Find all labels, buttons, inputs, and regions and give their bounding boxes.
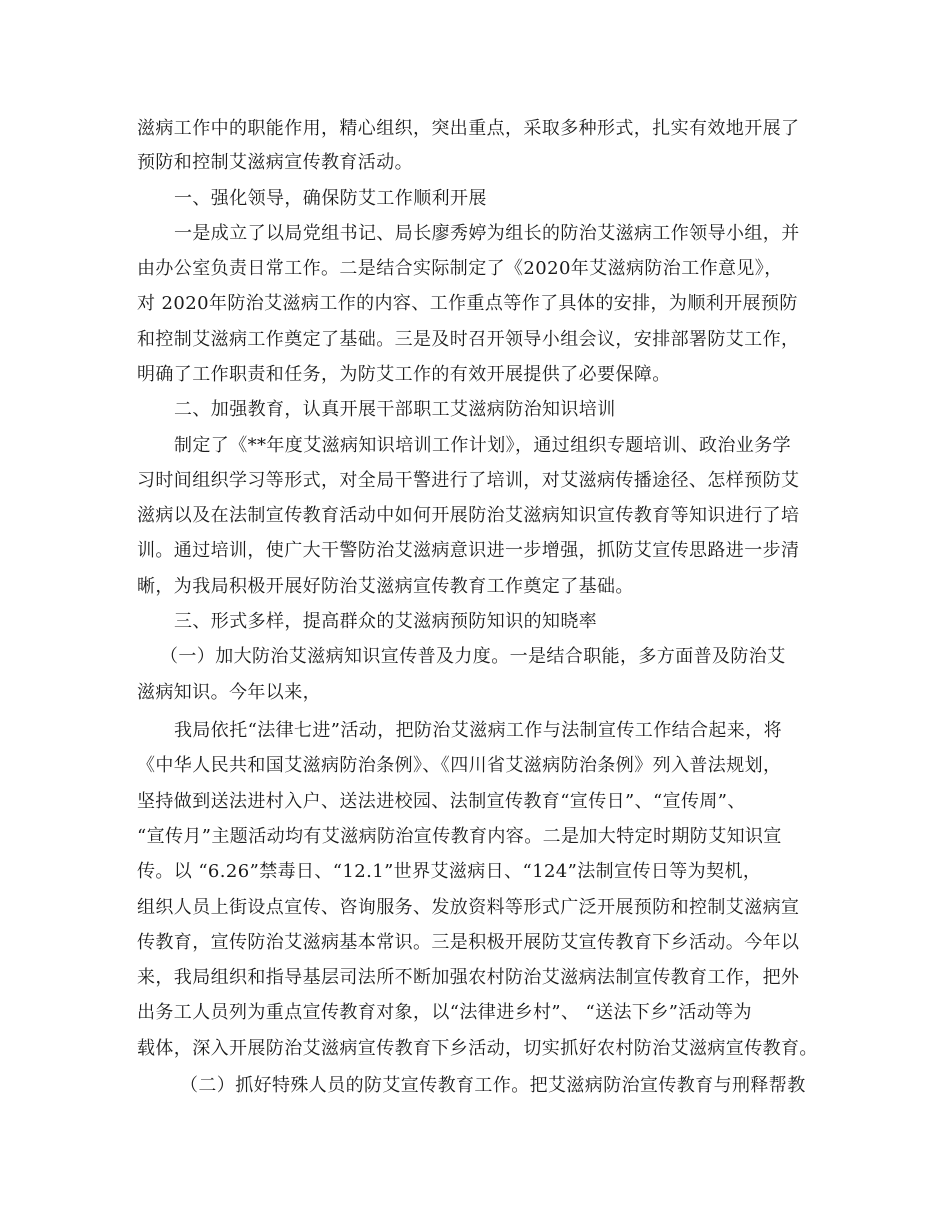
body-text-line: 滋病工作中的职能作用，精心组织，突出重点，采取多种形式，扎实有效地开展了 (137, 118, 800, 139)
body-text-line: 出务工人员列为重点宣传教育对象，以“法律进乡村”、 “送法下乡”活动等为 (137, 1002, 752, 1023)
body-text-line: 和控制艾滋病工作奠定了基础。三是及时召开领导小组会议，安排部署防艾工作， (137, 329, 800, 350)
body-text-line: 明确了工作职责和任务，为防艾工作的有效开展提供了必要保障。 (137, 364, 671, 385)
body-text-line: “宣传月”主题活动均有艾滋病防治宣传教育内容。二是加大特定时期防艾知识宣 (137, 826, 782, 847)
section-heading: 一、强化领导，确保防艾工作顺利开展 (174, 188, 487, 209)
body-text-line: 传教育，宣传防治艾滋病基本常识。三是积极开展防艾宣传教育下乡活动。今年以 (137, 932, 800, 953)
body-text-line: 制定了《**年度艾滋病知识培训工作计划》，通过组织专题培训、政治业务学 (174, 435, 791, 456)
body-text-line: 我局依托“法律七进”活动，把防治艾滋病工作与法制宣传工作结合起来，将 (174, 720, 783, 741)
body-text-line: 预防和控制艾滋病宣传教育活动。 (137, 152, 413, 173)
body-text-line: 晰，为我局积极开展好防治艾滋病宣传教育工作奠定了基础。 (137, 576, 634, 597)
body-text-line: 组织人员上街设点宣传、咨询服务、发放资料等形式广泛开展预防和控制艾滋病宣 (137, 897, 800, 918)
body-text-line: 由办公室负责日常工作。二是结合实际制定了《2020年艾滋病防治工作意见》， (137, 258, 783, 279)
body-text-line: 传。以 “6.26”禁毒日、“12.1”世界艾滋病日、“124”法制宣传日等为契机， (137, 861, 762, 882)
body-text-line: 对 2020年防治艾滋病工作的内容、工作重点等作了具体的安排，为顺利开展预防 (137, 293, 798, 314)
body-text-line: 一是成立了以局党组书记、局长廖秀婷为组长的防治艾滋病工作领导小组，并 (174, 223, 800, 244)
body-text-line: （一）加大防治艾滋病知识宣传普及力度。一是结合职能，多方面普及防治艾 (160, 646, 786, 667)
section-heading: 二、加强教育，认真开展干部职工艾滋病防治知识培训 (174, 399, 616, 420)
body-text-line: 习时间组织学习等形式，对全局干警进行了培训，对艾滋病传播途径、怎样预防艾 (137, 470, 800, 491)
body-text-line: 《中华人民共和国艾滋病防治条例》、《四川省艾滋病防治条例》列入普法规划， (137, 755, 782, 776)
body-text-line: 坚持做到送法进村入户、送法进校园、法制宣传教育“宣传日”、“宣传周”、 (137, 791, 746, 812)
body-text-line: （二）抓好特殊人员的防艾宣传教育工作。把艾滋病防治宣传教育与刑释帮教 (180, 1075, 806, 1096)
section-heading: 三、形式多样，提高群众的艾滋病预防知识的知晓率 (174, 611, 598, 632)
body-text-line: 训。通过培训，使广大干警防治艾滋病意识进一步增强，抓防艾宣传思路进一步清 (137, 540, 800, 561)
body-text-line: 滋病以及在法制宣传教育活动中如何开展防治艾滋病知识宣传教育等知识进行了培 (137, 505, 800, 526)
body-text-line: 滋病知识。今年以来， (137, 682, 321, 703)
body-text-line: 载体，深入开展防治艾滋病宣传教育下乡活动，切实抓好农村防治艾滋病宣传教育。 (137, 1038, 818, 1059)
body-text-line: 来，我局组织和指导基层司法所不断加强农村防治艾滋病法制宣传教育工作，把外 (137, 967, 800, 988)
